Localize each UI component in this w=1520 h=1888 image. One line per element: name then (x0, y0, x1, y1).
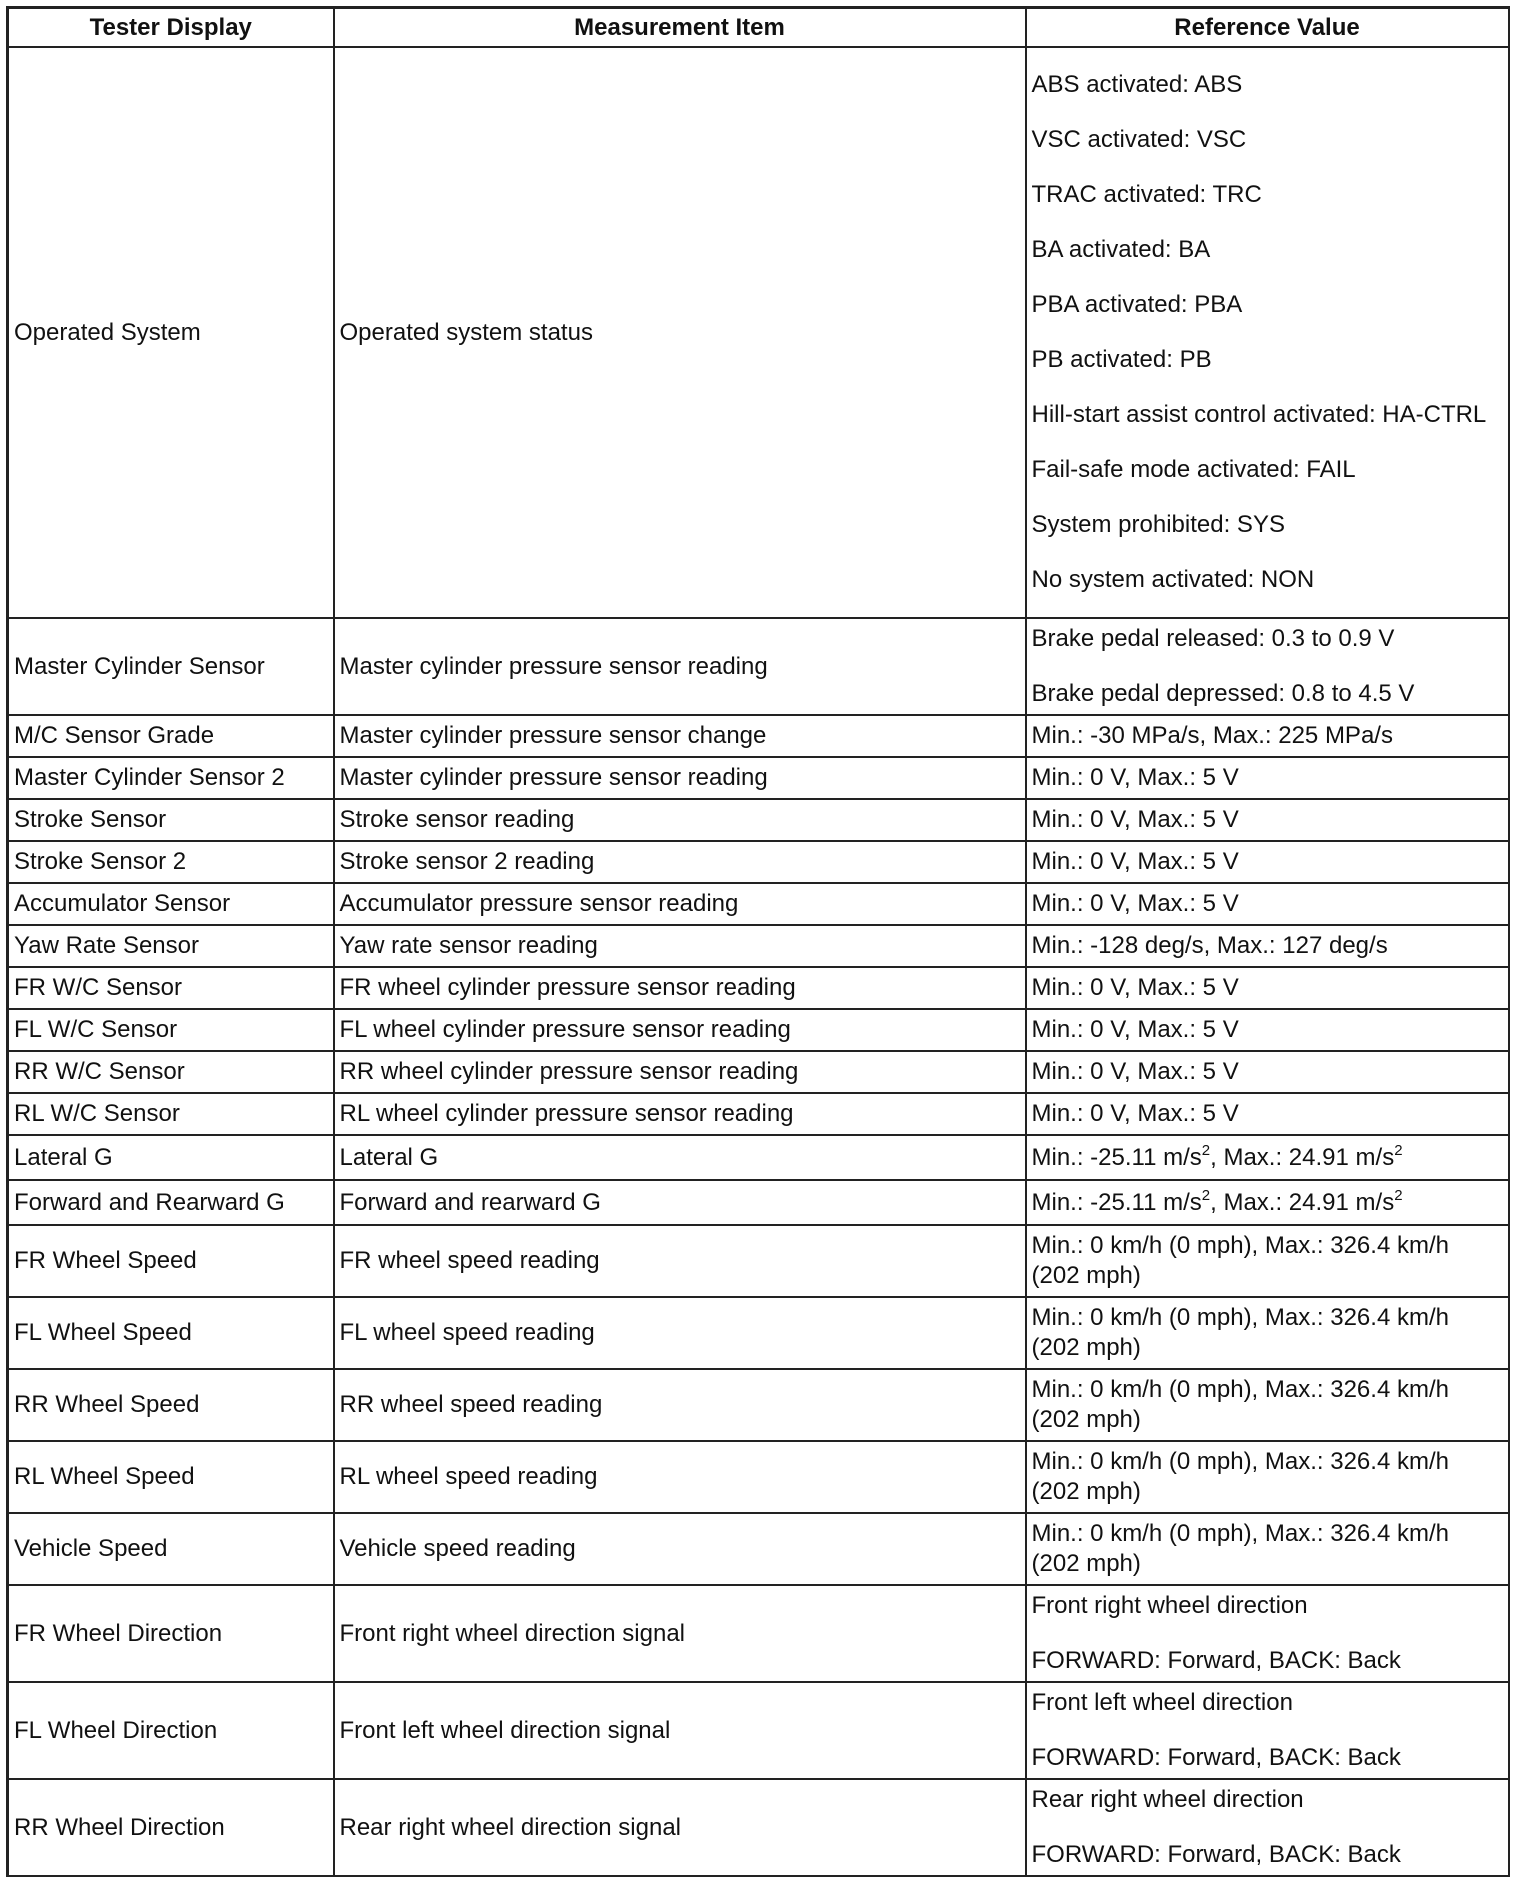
reference-table (6, 6, 1510, 1877)
reference-value-cell: Min.: 0 km/h (0 mph), Max.: 326.4 km/h (202 mph) (1026, 1225, 1509, 1297)
superscript: 2 (1201, 1141, 1211, 1159)
reference-line: Brake pedal depressed: 0.8 to 4.5 V (1031, 680, 1415, 707)
reference-line: System prohibited: SYS (1031, 511, 1285, 538)
reference-value-cell (1026, 47, 1509, 618)
measurement-item-cell: Master cylinder pressure sensor reading (334, 757, 1026, 799)
measurement-item-cell: Accumulator pressure sensor reading (334, 883, 1026, 925)
tester-display-cell: FL Wheel Direction (8, 1682, 334, 1779)
reference-value-cell (1026, 1682, 1509, 1779)
measurement-item-cell: RR wheel cylinder pressure sensor reading (334, 1051, 1026, 1093)
tester-display-cell: Master Cylinder Sensor (8, 618, 334, 715)
measurement-item-cell: RL wheel cylinder pressure sensor reading (334, 1093, 1026, 1135)
reference-value-cell (1026, 618, 1509, 715)
table-row (8, 1051, 1509, 1093)
table-row (8, 1585, 1509, 1682)
tester-display-cell: Master Cylinder Sensor 2 (8, 757, 334, 799)
tester-display-cell: Vehicle Speed (8, 1513, 334, 1585)
superscript: 2 (1201, 1186, 1211, 1204)
reference-value-cell (1026, 1180, 1509, 1225)
measurement-item-cell: RR wheel speed reading (334, 1369, 1026, 1441)
table-row (8, 841, 1509, 883)
table-row (8, 1369, 1509, 1441)
measurement-item-cell: FL wheel cylinder pressure sensor reading (334, 1009, 1026, 1051)
tester-display-cell: FL Wheel Speed (8, 1297, 334, 1369)
header-measurement-item: Measurement Item (334, 8, 1026, 48)
reference-value-cell: Min.: -30 MPa/s, Max.: 225 MPa/s (1026, 715, 1509, 757)
tester-display-cell: RR Wheel Direction (8, 1779, 334, 1876)
tester-display-cell: Stroke Sensor (8, 799, 334, 841)
tester-display-cell: M/C Sensor Grade (8, 715, 334, 757)
table-row (8, 1135, 1509, 1180)
table-row (8, 1513, 1509, 1585)
reference-text: Min.: -25.11 m/s (1031, 1188, 1202, 1216)
table-row (8, 47, 1509, 618)
reference-line: Hill-start assist control activated: HA-CTRL (1031, 401, 1487, 428)
measurement-item-cell: Vehicle speed reading (334, 1513, 1026, 1585)
reference-line: Front right wheel direction (1031, 1592, 1308, 1619)
tester-display-cell: Accumulator Sensor (8, 883, 334, 925)
reference-value-cell (1026, 1779, 1509, 1876)
reference-line: FORWARD: Forward, BACK: Back (1031, 1744, 1401, 1771)
measurement-item-cell: FR wheel cylinder pressure sensor reading (334, 967, 1026, 1009)
measurement-item-cell: Forward and rearward G (334, 1180, 1026, 1225)
tester-display-cell: Stroke Sensor 2 (8, 841, 334, 883)
reference-line: PBA activated: PBA (1031, 291, 1243, 318)
table-row (8, 967, 1509, 1009)
tester-display-cell: FL W/C Sensor (8, 1009, 334, 1051)
table-row (8, 1779, 1509, 1876)
reference-value-cell: Min.: 0 V, Max.: 5 V (1026, 799, 1509, 841)
reference-text: , Max.: 24.91 m/s (1210, 1143, 1395, 1171)
measurement-item-cell: Yaw rate sensor reading (334, 925, 1026, 967)
measurement-item-cell: Front right wheel direction signal (334, 1585, 1026, 1682)
reference-line: BA activated: BA (1031, 236, 1211, 263)
tester-display-cell: RR Wheel Speed (8, 1369, 334, 1441)
table-row (8, 1225, 1509, 1297)
reference-value-cell: Min.: 0 V, Max.: 5 V (1026, 883, 1509, 925)
reference-value-cell: Min.: 0 V, Max.: 5 V (1026, 841, 1509, 883)
measurement-item-cell: Rear right wheel direction signal (334, 1779, 1026, 1876)
reference-value-cell (1026, 1135, 1509, 1180)
measurement-item-cell: RL wheel speed reading (334, 1441, 1026, 1513)
header-tester-display: Tester Display (8, 8, 334, 48)
superscript: 2 (1394, 1141, 1403, 1159)
reference-value-cell: Min.: 0 km/h (0 mph), Max.: 326.4 km/h (202 mph) (1026, 1441, 1509, 1513)
reference-line: Brake pedal released: 0.3 to 0.9 V (1031, 625, 1395, 652)
tester-display-cell: Yaw Rate Sensor (8, 925, 334, 967)
tester-display-cell: Forward and Rearward G (8, 1180, 334, 1225)
measurement-item-cell: Master cylinder pressure sensor change (334, 715, 1026, 757)
tester-display-cell: RL Wheel Speed (8, 1441, 334, 1513)
measurement-item-cell: Stroke sensor reading (334, 799, 1026, 841)
reference-line: No system activated: NON (1031, 566, 1315, 593)
measurement-item-cell: Operated system status (334, 47, 1026, 618)
reference-text: Min.: -25.11 m/s (1031, 1143, 1202, 1171)
reference-text: , Max.: 24.91 m/s (1210, 1188, 1395, 1216)
reference-line: FORWARD: Forward, BACK: Back (1031, 1647, 1401, 1674)
tester-display-cell: RL W/C Sensor (8, 1093, 334, 1135)
table-row (8, 1297, 1509, 1369)
table-row (8, 883, 1509, 925)
reference-value-cell: Min.: 0 V, Max.: 5 V (1026, 967, 1509, 1009)
table-row (8, 799, 1509, 841)
table-row (8, 618, 1509, 715)
reference-value-cell: Min.: 0 V, Max.: 5 V (1026, 1051, 1509, 1093)
reference-value-cell: Min.: 0 V, Max.: 5 V (1026, 1093, 1509, 1135)
table-row (8, 1180, 1509, 1225)
header-reference-value: Reference Value (1026, 8, 1509, 48)
table-row (8, 1009, 1509, 1051)
measurement-item-cell: FL wheel speed reading (334, 1297, 1026, 1369)
table-row (8, 757, 1509, 799)
tester-display-cell: Operated System (8, 47, 334, 618)
table-row (8, 715, 1509, 757)
tester-display-cell: Lateral G (8, 1135, 334, 1180)
reference-line: ABS activated: ABS (1031, 71, 1243, 98)
tester-display-cell: RR W/C Sensor (8, 1051, 334, 1093)
tester-display-cell: FR Wheel Direction (8, 1585, 334, 1682)
reference-line: FORWARD: Forward, BACK: Back (1031, 1841, 1401, 1868)
reference-line: Rear right wheel direction (1031, 1786, 1304, 1813)
measurement-item-cell: Front left wheel direction signal (334, 1682, 1026, 1779)
reference-value-cell: Min.: 0 km/h (0 mph), Max.: 326.4 km/h (202 mph) (1026, 1513, 1509, 1585)
table-row (8, 1682, 1509, 1779)
table-row (8, 1093, 1509, 1135)
table-header-row (8, 8, 1509, 48)
tester-display-cell: FR W/C Sensor (8, 967, 334, 1009)
reference-value-cell: Min.: 0 V, Max.: 5 V (1026, 1009, 1509, 1051)
reference-value-cell: Min.: 0 V, Max.: 5 V (1026, 757, 1509, 799)
tester-display-cell: FR Wheel Speed (8, 1225, 334, 1297)
table-row (8, 1441, 1509, 1513)
reference-value-cell: Min.: 0 km/h (0 mph), Max.: 326.4 km/h (202 mph) (1026, 1369, 1509, 1441)
reference-line: TRAC activated: TRC (1031, 181, 1262, 208)
reference-line: Fail-safe mode activated: FAIL (1031, 456, 1356, 483)
measurement-item-cell: Master cylinder pressure sensor reading (334, 618, 1026, 715)
reference-table-container (6, 6, 1510, 1877)
reference-line: VSC activated: VSC (1031, 126, 1247, 153)
table-row (8, 925, 1509, 967)
measurement-item-cell: FR wheel speed reading (334, 1225, 1026, 1297)
measurement-item-cell: Lateral G (334, 1135, 1026, 1180)
reference-value-cell (1026, 1585, 1509, 1682)
reference-line: PB activated: PB (1031, 346, 1212, 373)
reference-value-cell: Min.: 0 km/h (0 mph), Max.: 326.4 km/h (202 mph) (1026, 1297, 1509, 1369)
reference-value-cell: Min.: -128 deg/s, Max.: 127 deg/s (1026, 925, 1509, 967)
measurement-item-cell: Stroke sensor 2 reading (334, 841, 1026, 883)
reference-line: Front left wheel direction (1031, 1689, 1293, 1716)
superscript: 2 (1394, 1186, 1403, 1204)
